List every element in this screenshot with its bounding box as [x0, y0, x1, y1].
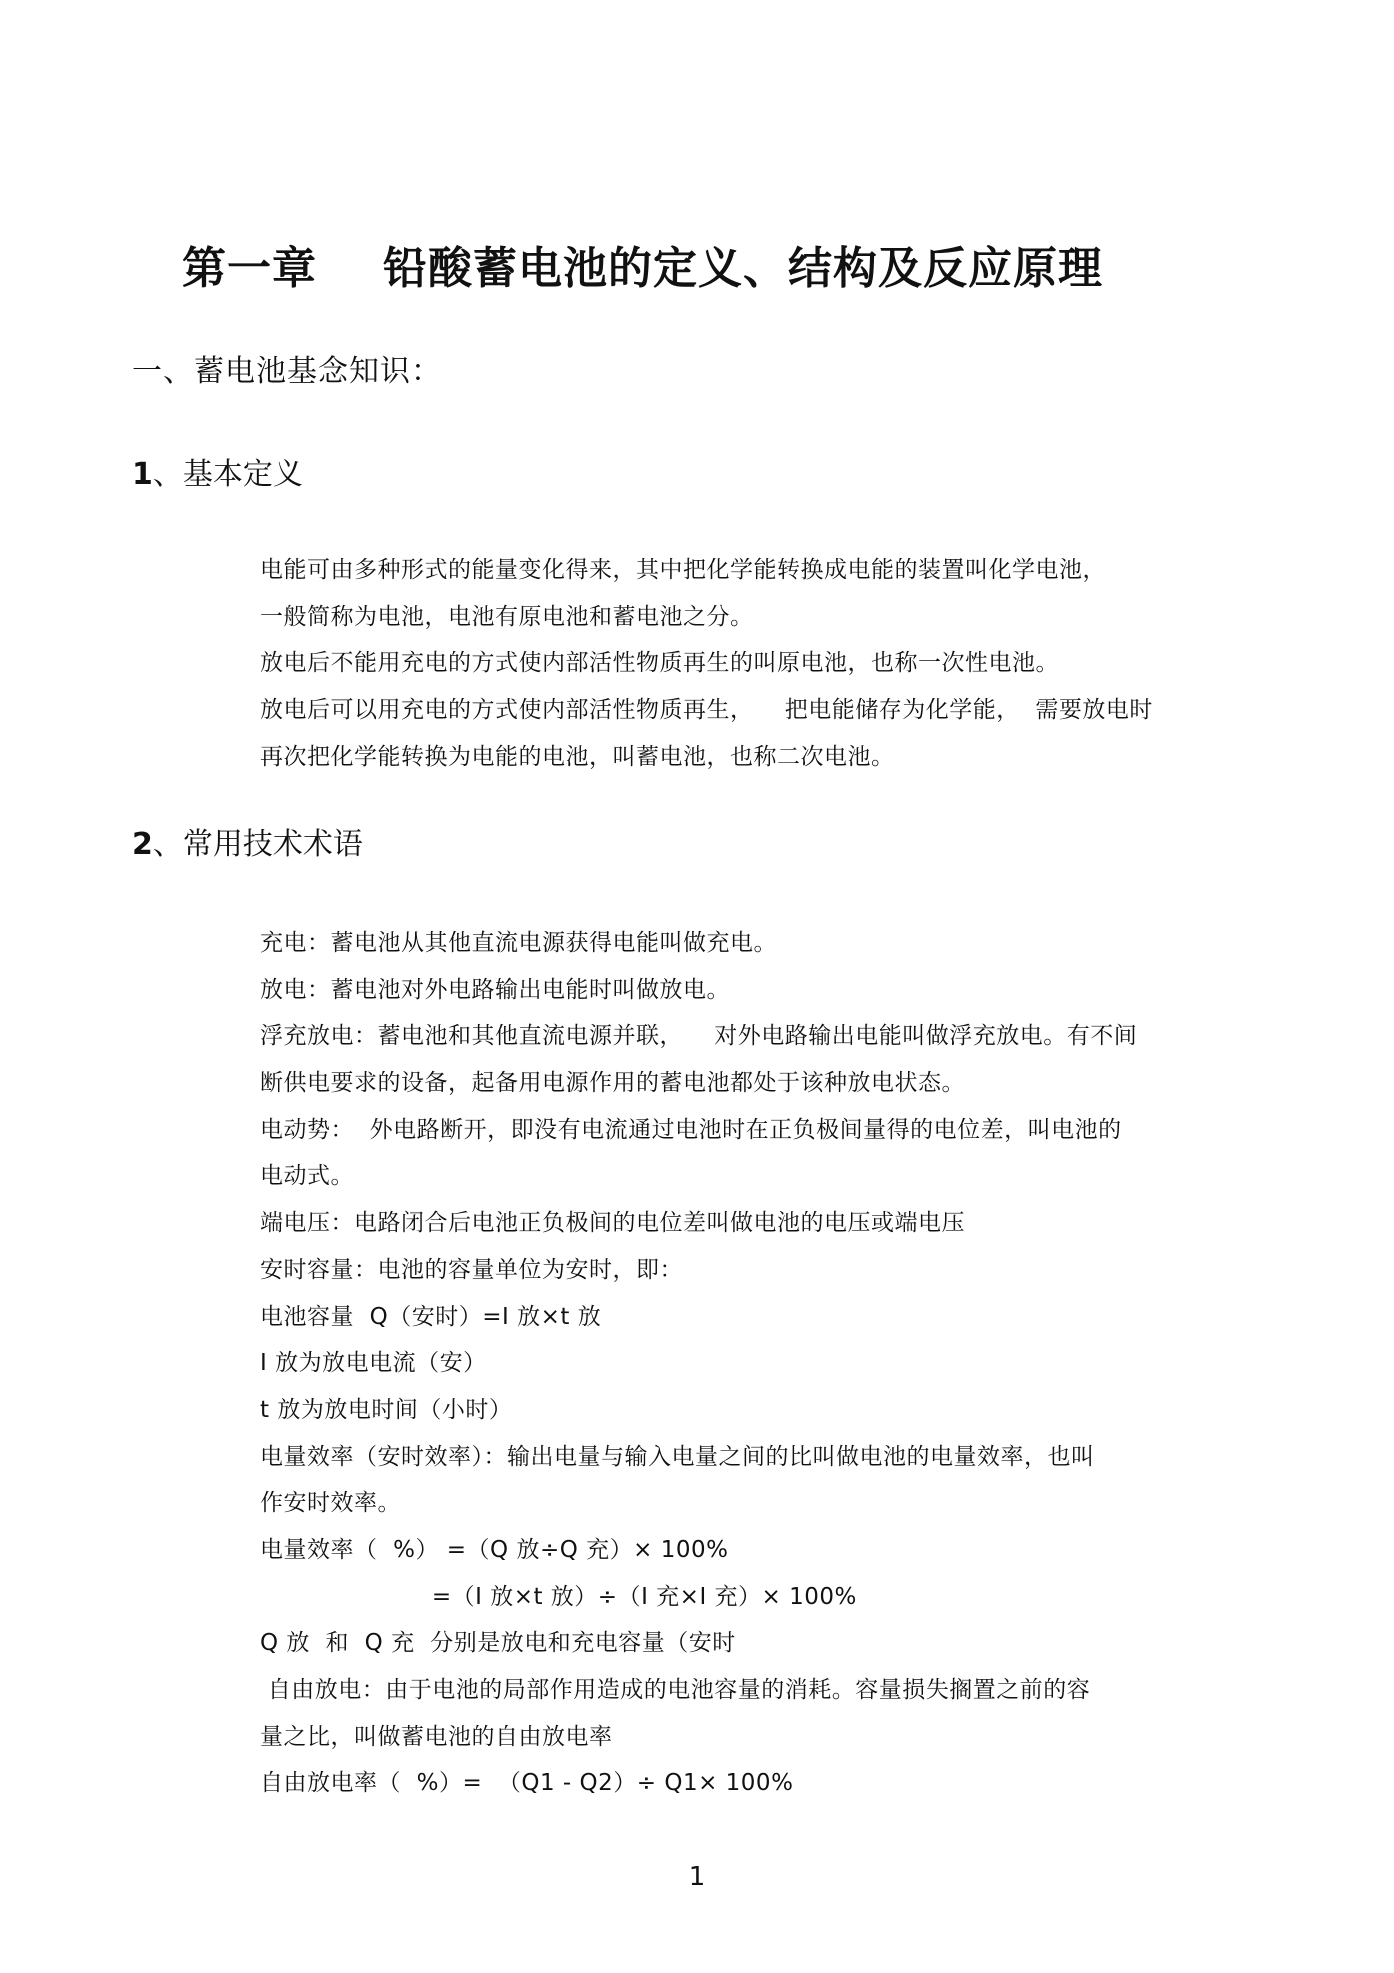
text-line: 一般简称为电池，电池有原电池和蓄电池之分。	[260, 603, 754, 630]
chapter-number: 第一章	[182, 243, 317, 294]
term-line: 自由放电：由于电池的局部作用造成的电池容量的消耗。容量损失搁置之前的容	[260, 1677, 1091, 1703]
text-line: 再次把化学能转换为电能的电池，叫蓄电池，也称二次电池。	[260, 743, 895, 770]
term-line: I 放为放电电流（安）	[260, 1350, 487, 1377]
chapter-title	[182, 240, 1103, 298]
section-heading: 一、蓄电池基念知识：	[132, 354, 442, 389]
basic-definition-paragraph	[260, 547, 1270, 780]
term-line: 安时容量：电池的容量单位为安时，即：	[260, 1256, 683, 1283]
term-line: 放电：蓄电池对外电路输出电能时叫做放电。	[260, 976, 730, 1003]
subsection-number: 1	[132, 457, 153, 492]
page-number: 1	[688, 1862, 706, 1892]
term-line: 电量效率（安时效率）：输出电量与输入电量之间的比叫做电池的电量效率，也叫	[260, 1443, 1095, 1470]
term-line: 作安时效率。	[260, 1490, 401, 1517]
formula-line: 自由放电率（ %）= （Q1 - Q2）÷ Q1× 100%	[260, 1770, 794, 1797]
subsection-number: 2	[132, 827, 153, 862]
term-line: 电动势： 外电路断开，即没有电流通过电池时在正负极间量得的电位差，叫电池的	[260, 1116, 1122, 1143]
formula-line: 电池容量 Q（安时）=I 放×t 放	[260, 1303, 602, 1330]
subsection-title: 、基本定义	[152, 457, 303, 492]
formula-line: 电量效率（ %） =（Q 放÷Q 充）× 100%	[260, 1536, 729, 1563]
term-line: Q 放 和 Q 充 分别是放电和充电容量（安时	[260, 1630, 736, 1657]
subsection-heading-basic-definition	[132, 455, 303, 495]
text-line: 电能可由多种形式的能量变化得来，其中把化学能转换成电能的装置叫化学电池，	[260, 557, 1106, 583]
term-line: 量之比，叫做蓄电池的自由放电率	[260, 1723, 613, 1750]
subsection-heading-technical-terms	[132, 825, 363, 865]
term-line: 浮充放电：蓄电池和其他直流电源并联， 对外电路输出电能叫做浮充放电。有不间	[260, 1023, 1138, 1050]
chapter-name: 铅酸蓄电池的定义、结构及反应原理	[383, 243, 1103, 294]
term-line: t 放为放电时间（小时）	[260, 1396, 513, 1423]
term-line: 充电：蓄电池从其他直流电源获得电能叫做充电。	[260, 930, 777, 956]
subsection-title: 、常用技术术语	[152, 827, 363, 862]
term-line: 电动式。	[260, 1163, 354, 1190]
text-line: 放电后不能用充电的方式使内部活性物质再生的叫原电池，也称一次性电池。	[260, 650, 1059, 677]
term-line: 端电压：电路闭合后电池正负极间的电位差叫做电池的电压或端电压	[260, 1210, 965, 1237]
formula-line: =（I 放×t 放）÷（I 充×I 充）× 100%	[260, 1583, 857, 1610]
text-line: 放电后可以用充电的方式使内部活性物质再生， 把电能储存为化学能， 需要放电时	[260, 697, 1153, 724]
technical-terms-list	[260, 920, 1270, 1807]
term-line: 断供电要求的设备，起备用电源作用的蓄电池都处于该种放电状态。	[260, 1070, 965, 1097]
